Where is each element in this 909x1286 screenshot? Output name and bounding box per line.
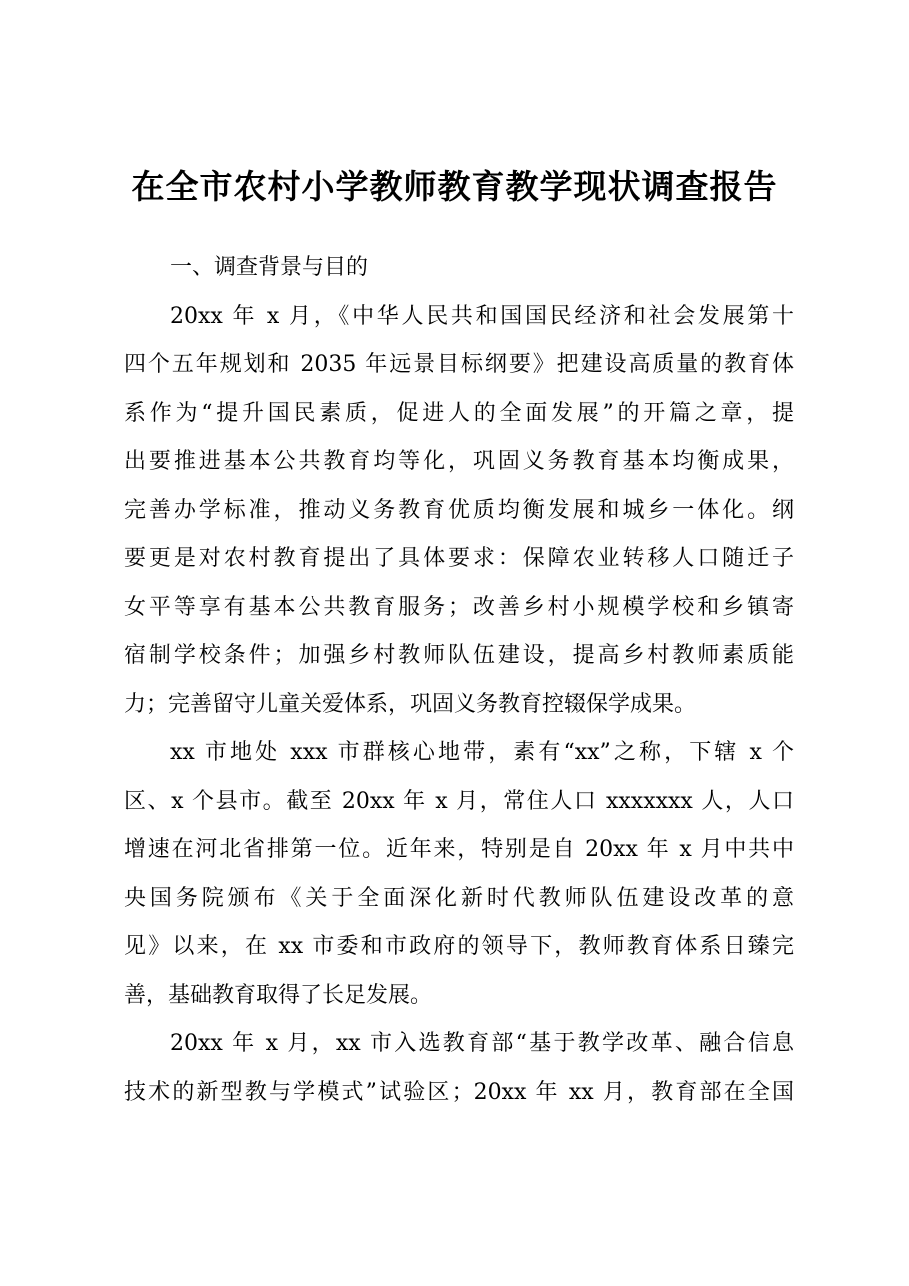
document-title: 在全市农村小学教师教育教学现状调查报告: [131, 167, 778, 206]
section-heading: 一、调查背景与目的: [170, 255, 369, 280]
paragraph-line: 女平等享有基本公共教育服务；改善乡村小规模学校和乡镇寄: [124, 594, 794, 620]
document-body: [124, 244, 794, 1117]
paragraph-2: [124, 729, 794, 1020]
paragraph-line: 区、x 个县市。截至 20xx 年 x 月，常住人口 xxxxxxx 人，人口: [124, 788, 794, 814]
paragraph-line: xx 市地处 xxx 市群核心地带，素有“xx”之称，下辖 x 个: [170, 740, 794, 765]
paragraph-line: 要更是对农村教育提出了具体要求：保障农业转移人口随迁子: [124, 546, 794, 571]
paragraph-line: 见》以来，在 xx 市委和市政府的领导下，教师教育体系日臻完: [124, 934, 794, 959]
paragraph-line: 技术的新型教与学模式”试验区；20xx 年 xx 月，教育部在全国: [124, 1079, 794, 1105]
paragraph-line: 央国务院颁布《关于全面深化新时代教师队伍建设改革的意: [124, 885, 794, 911]
paragraph-line: 20xx 年 x 月，《中华人民共和国国民经济和社会发展第十: [170, 303, 794, 329]
paragraph-line: 增速在河北省排第一位。近年来，特别是自 20xx 年 x 月中共中: [124, 837, 794, 862]
paragraph-line: 善，基础教育取得了长足发展。: [124, 982, 433, 1008]
paragraph-1: [124, 293, 794, 730]
paragraph-line: 四个五年规划和 2035 年远景目标纲要》把建设高质量的教育体: [124, 352, 794, 377]
paragraph-3: [124, 1020, 794, 1117]
paragraph-line: 出要推进基本公共教育均等化，巩固义务教育基本均衡成果，: [124, 449, 794, 474]
paragraph-line: 系作为“提升国民素质，促进人的全面发展”的开篇之章，提: [124, 400, 794, 426]
paragraph-line: 20xx 年 x 月，xx 市入选教育部“基于教学改革、融合信息: [170, 1031, 794, 1056]
paragraph-line: 宿制学校条件；加强乡村教师队伍建设，提高乡村教师素质能: [124, 643, 794, 668]
paragraph-line: 完善办学标准，推动义务教育优质均衡发展和城乡一体化。纲: [124, 497, 794, 523]
paragraph-line: 力；完善留守儿童关爱体系，巩固义务教育控辍保学成果。: [124, 691, 697, 717]
